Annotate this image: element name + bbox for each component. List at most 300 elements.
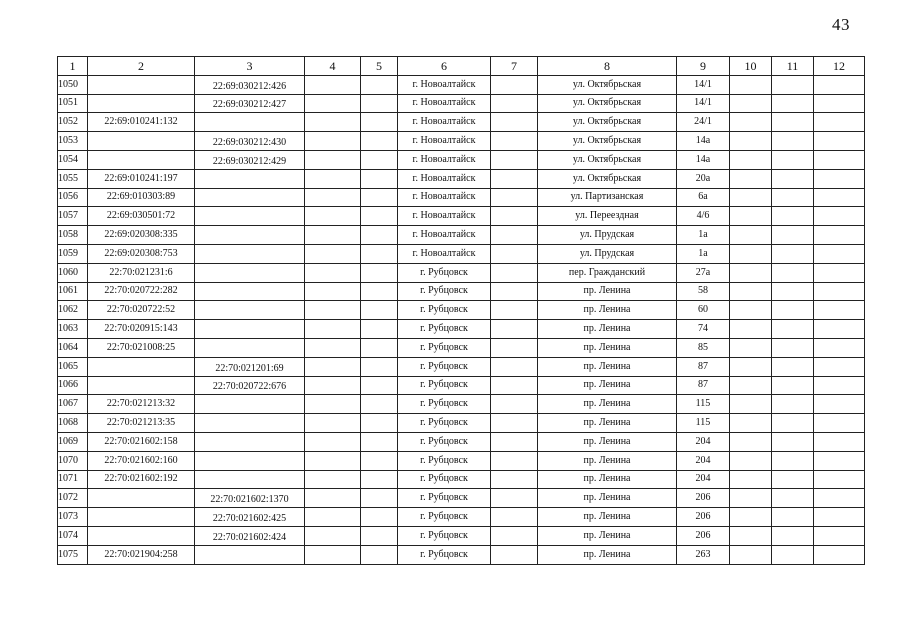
table-row (58, 169, 865, 188)
object-cadastral-number-cell: 22:70:021602:425 (195, 508, 305, 527)
cadastral-number-cell (88, 94, 195, 113)
cadastral-number-cell: 22:70:021008:25 (88, 338, 195, 357)
column-5-cell (361, 207, 398, 226)
street-cell: пр. Ленина (538, 320, 677, 339)
street-cell: пр. Ленина (538, 526, 677, 545)
column-10-cell (730, 414, 772, 433)
column-12-cell (814, 226, 865, 245)
object-cadastral-number-cell: 22:70:021201:69 (195, 357, 305, 376)
column-7-cell (491, 545, 538, 564)
object-cadastral-number-cell (195, 395, 305, 414)
column-4-cell (305, 526, 361, 545)
object-cadastral-number-cell (195, 338, 305, 357)
row-number-cell: 1054 (58, 150, 88, 169)
row-number-cell: 1050 (58, 75, 88, 94)
city-cell: г. Новоалтайск (398, 207, 491, 226)
object-cadastral-number-cell (195, 470, 305, 489)
column-10-cell (730, 132, 772, 151)
cadastral-number-cell: 22:70:020915:143 (88, 320, 195, 339)
column-11-cell (772, 244, 814, 263)
column-7-cell (491, 338, 538, 357)
column-4-cell (305, 545, 361, 564)
column-4-cell (305, 244, 361, 263)
cadastral-number-cell (88, 508, 195, 527)
column-7-cell (491, 188, 538, 207)
house-number-cell: 74 (677, 320, 730, 339)
column-12-cell (814, 263, 865, 282)
street-cell: пр. Ленина (538, 451, 677, 470)
column-10-cell (730, 169, 772, 188)
column-11-cell (772, 432, 814, 451)
table-row (58, 282, 865, 301)
row-number-cell: 1058 (58, 226, 88, 245)
table-row (58, 132, 865, 151)
column-12-cell (814, 357, 865, 376)
column-4-cell (305, 414, 361, 433)
row-number-cell: 1064 (58, 338, 88, 357)
column-12-cell (814, 188, 865, 207)
cadastral-number-cell: 22:70:020722:282 (88, 282, 195, 301)
column-12-cell (814, 75, 865, 94)
object-cadastral-number-cell (195, 545, 305, 564)
row-number-cell: 1067 (58, 395, 88, 414)
column-10-cell (730, 226, 772, 245)
row-number-cell: 1063 (58, 320, 88, 339)
table-row (58, 301, 865, 320)
column-5-cell (361, 301, 398, 320)
column-5-cell (361, 320, 398, 339)
column-7-cell (491, 451, 538, 470)
table-row (58, 357, 865, 376)
street-cell: пр. Ленина (538, 376, 677, 395)
street-cell: пер. Гражданский (538, 263, 677, 282)
column-4-cell (305, 207, 361, 226)
city-cell: г. Новоалтайск (398, 226, 491, 245)
column-4-cell (305, 301, 361, 320)
cadastral-number-cell: 22:69:010241:197 (88, 169, 195, 188)
house-number-cell: 85 (677, 338, 730, 357)
object-cadastral-number-cell (195, 188, 305, 207)
object-cadastral-number-cell (195, 414, 305, 433)
table-row (58, 508, 865, 527)
city-cell: г. Новоалтайск (398, 132, 491, 151)
column-5-cell (361, 94, 398, 113)
table-body (58, 75, 865, 564)
column-4-cell (305, 489, 361, 508)
row-number-cell: 1059 (58, 244, 88, 263)
column-10-cell (730, 113, 772, 132)
column-4-cell (305, 432, 361, 451)
column-10-cell (730, 320, 772, 339)
house-number-cell: 4/6 (677, 207, 730, 226)
column-5-cell (361, 489, 398, 508)
column-4-cell (305, 188, 361, 207)
column-4-cell (305, 169, 361, 188)
street-cell: пр. Ленина (538, 282, 677, 301)
table-row (58, 526, 865, 545)
house-number-cell: 87 (677, 376, 730, 395)
city-cell: г. Рубцовск (398, 489, 491, 508)
column-11-cell (772, 207, 814, 226)
city-cell: г. Рубцовск (398, 526, 491, 545)
column-10-cell (730, 207, 772, 226)
column-header-3: 3 (195, 57, 305, 76)
column-7-cell (491, 75, 538, 94)
object-cadastral-number-cell: 22:69:030212:430 (195, 132, 305, 151)
column-12-cell (814, 301, 865, 320)
house-number-cell: 14/1 (677, 94, 730, 113)
cadastral-number-cell: 22:70:021602:160 (88, 451, 195, 470)
column-7-cell (491, 489, 538, 508)
column-7-cell (491, 244, 538, 263)
city-cell: г. Рубцовск (398, 432, 491, 451)
column-10-cell (730, 75, 772, 94)
column-header-4: 4 (305, 57, 361, 76)
cadastral-number-cell: 22:69:020308:335 (88, 226, 195, 245)
column-12-cell (814, 169, 865, 188)
column-10-cell (730, 451, 772, 470)
column-7-cell (491, 301, 538, 320)
column-11-cell (772, 545, 814, 564)
table-row (58, 470, 865, 489)
table-row (58, 320, 865, 339)
street-cell: пр. Ленина (538, 432, 677, 451)
house-number-cell: 1а (677, 244, 730, 263)
row-number-cell: 1053 (58, 132, 88, 151)
object-cadastral-number-cell (195, 169, 305, 188)
row-number-cell: 1060 (58, 263, 88, 282)
column-header-6: 6 (398, 57, 491, 76)
column-5-cell (361, 545, 398, 564)
column-4-cell (305, 150, 361, 169)
cadastral-number-cell: 22:70:021231:6 (88, 263, 195, 282)
column-5-cell (361, 338, 398, 357)
row-number-cell: 1052 (58, 113, 88, 132)
house-number-cell: 115 (677, 395, 730, 414)
column-header-1: 1 (58, 57, 88, 76)
cadastral-number-cell: 22:70:021213:32 (88, 395, 195, 414)
column-10-cell (730, 244, 772, 263)
column-10-cell (730, 94, 772, 113)
city-cell: г. Новоалтайск (398, 94, 491, 113)
column-header-11: 11 (772, 57, 814, 76)
column-5-cell (361, 169, 398, 188)
row-number-cell: 1069 (58, 432, 88, 451)
column-11-cell (772, 263, 814, 282)
cadastral-number-cell: 22:69:020308:753 (88, 244, 195, 263)
cadastral-number-cell: 22:70:021213:35 (88, 414, 195, 433)
row-number-cell: 1055 (58, 169, 88, 188)
column-5-cell (361, 263, 398, 282)
street-cell: ул. Октябрьская (538, 75, 677, 94)
cadastral-number-cell: 22:69:010303:89 (88, 188, 195, 207)
column-10-cell (730, 357, 772, 376)
column-7-cell (491, 357, 538, 376)
column-header-10: 10 (730, 57, 772, 76)
column-4-cell (305, 395, 361, 414)
column-10-cell (730, 508, 772, 527)
object-cadastral-number-cell (195, 282, 305, 301)
object-cadastral-number-cell (195, 226, 305, 245)
column-4-cell (305, 338, 361, 357)
table-row (58, 432, 865, 451)
column-12-cell (814, 113, 865, 132)
cadastral-number-cell (88, 150, 195, 169)
page-number: 43 (832, 15, 850, 34)
street-cell: пр. Ленина (538, 357, 677, 376)
column-7-cell (491, 395, 538, 414)
registry-table (57, 56, 865, 565)
column-7-cell (491, 414, 538, 433)
column-7-cell (491, 113, 538, 132)
column-11-cell (772, 338, 814, 357)
cadastral-number-cell: 22:70:020722:52 (88, 301, 195, 320)
column-12-cell (814, 150, 865, 169)
city-cell: г. Рубцовск (398, 376, 491, 395)
column-11-cell (772, 301, 814, 320)
column-4-cell (305, 94, 361, 113)
cadastral-number-cell: 22:69:010241:132 (88, 113, 195, 132)
column-11-cell (772, 75, 814, 94)
column-7-cell (491, 150, 538, 169)
row-number-cell: 1073 (58, 508, 88, 527)
object-cadastral-number-cell (195, 301, 305, 320)
column-11-cell (772, 414, 814, 433)
column-10-cell (730, 489, 772, 508)
column-4-cell (305, 226, 361, 245)
column-10-cell (730, 263, 772, 282)
house-number-cell: 14а (677, 150, 730, 169)
table-row (58, 545, 865, 564)
city-cell: г. Рубцовск (398, 338, 491, 357)
object-cadastral-number-cell (195, 113, 305, 132)
row-number-cell: 1071 (58, 470, 88, 489)
column-4-cell (305, 320, 361, 339)
column-header-9: 9 (677, 57, 730, 76)
column-10-cell (730, 470, 772, 489)
table-row (58, 338, 865, 357)
row-number-cell: 1072 (58, 489, 88, 508)
city-cell: г. Рубцовск (398, 263, 491, 282)
street-cell: пр. Ленина (538, 489, 677, 508)
column-7-cell (491, 207, 538, 226)
house-number-cell: 263 (677, 545, 730, 564)
table-row (58, 395, 865, 414)
row-number-cell: 1074 (58, 526, 88, 545)
city-cell: г. Новоалтайск (398, 150, 491, 169)
column-12-cell (814, 451, 865, 470)
object-cadastral-number-cell (195, 451, 305, 470)
house-number-cell: 24/1 (677, 113, 730, 132)
city-cell: г. Новоалтайск (398, 75, 491, 94)
column-10-cell (730, 395, 772, 414)
street-cell: ул. Партизанская (538, 188, 677, 207)
city-cell: г. Рубцовск (398, 282, 491, 301)
street-cell: ул. Октябрьская (538, 169, 677, 188)
column-header-5: 5 (361, 57, 398, 76)
house-number-cell: 204 (677, 470, 730, 489)
table-row (58, 489, 865, 508)
street-cell: пр. Ленина (538, 508, 677, 527)
house-number-cell: 206 (677, 489, 730, 508)
column-7-cell (491, 432, 538, 451)
column-12-cell (814, 508, 865, 527)
column-5-cell (361, 113, 398, 132)
table-row (58, 226, 865, 245)
street-cell: ул. Октябрьская (538, 150, 677, 169)
house-number-cell: 206 (677, 526, 730, 545)
column-11-cell (772, 357, 814, 376)
table-row (58, 207, 865, 226)
object-cadastral-number-cell: 22:70:021602:424 (195, 526, 305, 545)
column-11-cell (772, 376, 814, 395)
house-number-cell: 204 (677, 432, 730, 451)
column-10-cell (730, 282, 772, 301)
city-cell: г. Рубцовск (398, 451, 491, 470)
table-row (58, 113, 865, 132)
city-cell: г. Рубцовск (398, 301, 491, 320)
column-5-cell (361, 451, 398, 470)
column-7-cell (491, 470, 538, 489)
column-header-12: 12 (814, 57, 865, 76)
city-cell: г. Рубцовск (398, 320, 491, 339)
column-5-cell (361, 282, 398, 301)
column-10-cell (730, 526, 772, 545)
object-cadastral-number-cell (195, 263, 305, 282)
cadastral-number-cell: 22:70:021602:158 (88, 432, 195, 451)
column-12-cell (814, 376, 865, 395)
city-cell: г. Рубцовск (398, 357, 491, 376)
cadastral-number-cell (88, 376, 195, 395)
table-row (58, 451, 865, 470)
column-4-cell (305, 282, 361, 301)
house-number-cell: 27а (677, 263, 730, 282)
table-row (58, 414, 865, 433)
column-5-cell (361, 226, 398, 245)
column-4-cell (305, 376, 361, 395)
city-cell: г. Рубцовск (398, 545, 491, 564)
column-11-cell (772, 188, 814, 207)
column-7-cell (491, 226, 538, 245)
street-cell: пр. Ленина (538, 395, 677, 414)
object-cadastral-number-cell: 22:70:020722:676 (195, 376, 305, 395)
cadastral-number-cell (88, 489, 195, 508)
column-12-cell (814, 244, 865, 263)
column-7-cell (491, 263, 538, 282)
table-row (58, 94, 865, 113)
house-number-cell: 87 (677, 357, 730, 376)
house-number-cell: 14а (677, 132, 730, 151)
column-11-cell (772, 526, 814, 545)
house-number-cell: 20а (677, 169, 730, 188)
street-cell: ул. Октябрьская (538, 132, 677, 151)
table-row (58, 75, 865, 94)
row-number-cell: 1068 (58, 414, 88, 433)
column-11-cell (772, 113, 814, 132)
column-12-cell (814, 470, 865, 489)
object-cadastral-number-cell: 22:69:030212:427 (195, 94, 305, 113)
column-5-cell (361, 526, 398, 545)
column-12-cell (814, 132, 865, 151)
house-number-cell: 1а (677, 226, 730, 245)
column-5-cell (361, 508, 398, 527)
column-12-cell (814, 338, 865, 357)
object-cadastral-number-cell: 22:69:030212:426 (195, 75, 305, 94)
column-header-2: 2 (88, 57, 195, 76)
house-number-cell: 206 (677, 508, 730, 527)
column-10-cell (730, 150, 772, 169)
column-11-cell (772, 489, 814, 508)
column-header-7: 7 (491, 57, 538, 76)
column-7-cell (491, 132, 538, 151)
column-11-cell (772, 395, 814, 414)
row-number-cell: 1051 (58, 94, 88, 113)
column-4-cell (305, 508, 361, 527)
object-cadastral-number-cell: 22:70:021602:1370 (195, 489, 305, 508)
street-cell: пр. Ленина (538, 338, 677, 357)
column-5-cell (361, 132, 398, 151)
column-11-cell (772, 508, 814, 527)
column-12-cell (814, 94, 865, 113)
street-cell: ул. Октябрьская (538, 94, 677, 113)
house-number-cell: 115 (677, 414, 730, 433)
column-7-cell (491, 526, 538, 545)
column-5-cell (361, 432, 398, 451)
column-10-cell (730, 338, 772, 357)
column-12-cell (814, 414, 865, 433)
row-number-cell: 1056 (58, 188, 88, 207)
column-5-cell (361, 150, 398, 169)
column-7-cell (491, 94, 538, 113)
column-12-cell (814, 545, 865, 564)
column-11-cell (772, 150, 814, 169)
table-header-row (58, 57, 865, 76)
object-cadastral-number-cell: 22:69:030212:429 (195, 150, 305, 169)
city-cell: г. Новоалтайск (398, 169, 491, 188)
column-11-cell (772, 226, 814, 245)
street-cell: ул. Прудская (538, 244, 677, 263)
table-row (58, 244, 865, 263)
column-12-cell (814, 489, 865, 508)
column-4-cell (305, 451, 361, 470)
object-cadastral-number-cell (195, 207, 305, 226)
column-5-cell (361, 414, 398, 433)
row-number-cell: 1070 (58, 451, 88, 470)
column-header-8: 8 (538, 57, 677, 76)
table-row (58, 188, 865, 207)
column-7-cell (491, 169, 538, 188)
column-12-cell (814, 526, 865, 545)
house-number-cell: 204 (677, 451, 730, 470)
street-cell: пр. Ленина (538, 545, 677, 564)
column-7-cell (491, 282, 538, 301)
column-4-cell (305, 470, 361, 489)
column-12-cell (814, 432, 865, 451)
column-11-cell (772, 320, 814, 339)
column-12-cell (814, 395, 865, 414)
city-cell: г. Новоалтайск (398, 113, 491, 132)
row-number-cell: 1062 (58, 301, 88, 320)
cadastral-number-cell (88, 75, 195, 94)
cadastral-number-cell: 22:70:021602:192 (88, 470, 195, 489)
street-cell: пр. Ленина (538, 301, 677, 320)
cadastral-number-cell (88, 132, 195, 151)
row-number-cell: 1057 (58, 207, 88, 226)
column-10-cell (730, 545, 772, 564)
column-10-cell (730, 188, 772, 207)
table-row (58, 150, 865, 169)
city-cell: г. Рубцовск (398, 414, 491, 433)
